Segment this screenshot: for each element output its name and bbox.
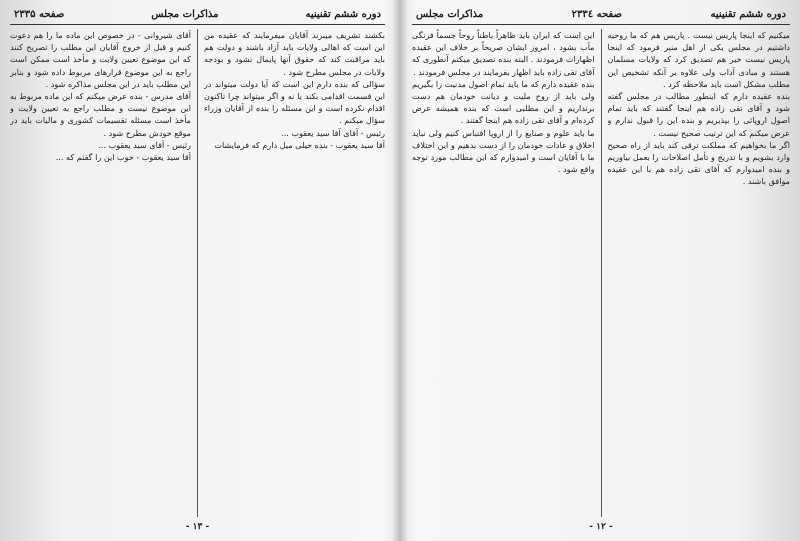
column-divider — [601, 29, 602, 517]
paragraph: اگر ما بخواهیم که مملکت ترقی کند باید از راه صحیح وارد بشویم و با تدریج و تأمل اصلاحات را بعمل بیاوریم و بنده امیدوارم که آقای تقی زاده هم با این عقیده موافق باشند . — [607, 139, 790, 187]
header-page-number: صفحه ۲۳۳٤ — [571, 8, 623, 20]
header-session: دوره ششم تقنينيه — [305, 8, 381, 20]
book-gutter — [393, 0, 407, 541]
right-page — [412, 6, 790, 534]
paragraph: بکشند تشریف میبرند آقایان میفرمایند که عقیده من این است که اهالی ولایات باید آزاد باشند و دولت هم باید مراقبت کند که حقوق آنها پایمال نشود و بودجه ولایات در مجلس مطرح شود . — [204, 30, 385, 77]
text-column-right — [204, 29, 385, 517]
column-divider — [197, 29, 198, 517]
paragraph: آقای مدرس - بنده عرض میکنم که این ماده مربوط به این موضوع نیست و مطلب راجع به تعیین ولایت و مأخذ است مسئله تقسیمات کشوری و مالیات باید در موقع خودش مطرح شود . — [10, 91, 191, 138]
header-session: دوره ششم تقنينيه — [710, 8, 786, 20]
page-header — [412, 6, 790, 25]
paragraph: بنده عقیده دارم که اینطور مطالب در مجلس گفته شود و آقای تقی زاده هم اینجا گفتند که باید تمام اصول اروپائی را بپذیریم و بنده این را قبول ندارم و عرض میکنم که این ترتیب صحیح نیست . — [607, 91, 790, 138]
page-header — [10, 6, 385, 25]
paragraph: آقای شیروانی - در خصوص این ماده ما را هم دعوت کنیم و قبل از خروج آقایان این مطلب را تصریح کنند که این موضوع تعیین ولایت و مأخذ است ممکن است راجع به این موضوع قرارهای مربوط داده شود و بنابر این مطلب باید در این مجلس مذاکره شود . — [10, 30, 191, 89]
header-title: مذاكرات مجلس — [151, 8, 219, 20]
paragraph: آقا سید یعقوب - بنده خیلی میل دارم که فرمایشات — [214, 139, 385, 150]
paragraph: بنده عقیده دارم که ما باید تمام اصول مدنیت را بگیریم ولی باید از روح ملیت و دیانت خودمان هم دست برنداریم و این مطلبی است که بنده همیشه عرض کرده‌ام و آقای تقی زاده هم اینجا گفتند . — [412, 78, 595, 126]
paragraph: سؤالی که بنده دارم این است که آیا دولت میتواند در این قسمت اقدامی بکند یا نه و اگر میتواند چرا تاکنون اقدام نکرده است و این مسئله را بنده از آقایان وزراء سؤال میکنم . — [204, 78, 385, 126]
left-page — [10, 6, 385, 534]
paragraph: این است که ایران باید ظاهراً باطناً روحاً جسماً فرنگی مآب بشود ، امروز ایشان صریحاً بر خلاف این عقیده اظهارات فرمودند . البته بنده تصدیق میکنم آنطوری که آقای تقی زاده باید اظهار بفرمایند در مجلس فرمودند . — [412, 30, 595, 77]
paragraph: ما باید علوم و صنایع را از اروپا اقتباس کنیم ولی نباید اخلاق و عادات خودمان را از دست بدهیم و این اختلاف ما با آقایان است و امیدوارم که این مطالب مورد توجه واقع شود . — [412, 127, 595, 175]
text-column-left — [412, 29, 595, 517]
header-title: مذاكرات مجلس — [416, 8, 484, 20]
paragraph: رئیس - آقای سید یعقوب ... — [98, 139, 191, 150]
header-page-number: صفحه ۲۳۳۵ — [14, 8, 65, 20]
page-footer-number: - ۱۲ - — [589, 522, 613, 532]
text-columns — [10, 29, 385, 517]
paragraph: میکنیم که اینجا پاریس نیست . پاریس هم که ما روحیه داشتیم در مجلس یکی از اهل منبر فرمود که اینجا پاریس نیست خیر هم تصدیق کرد که ولایات مسلمان هستند و مبادی آداب ولی علاوه بر آنکه تشخیص این مطلب مشکل است باید ملاحظه کرد . — [607, 30, 790, 89]
paragraph: رئیس - آقای آقا سید یعقوب ... — [281, 127, 385, 138]
text-column-right — [608, 29, 791, 517]
text-column-left — [10, 29, 191, 517]
text-columns — [412, 29, 790, 517]
page-footer-number: - ۱۳ - — [185, 522, 210, 532]
paragraph: آقا سید یعقوب - خوب این را گفتم که ... — [55, 152, 191, 163]
